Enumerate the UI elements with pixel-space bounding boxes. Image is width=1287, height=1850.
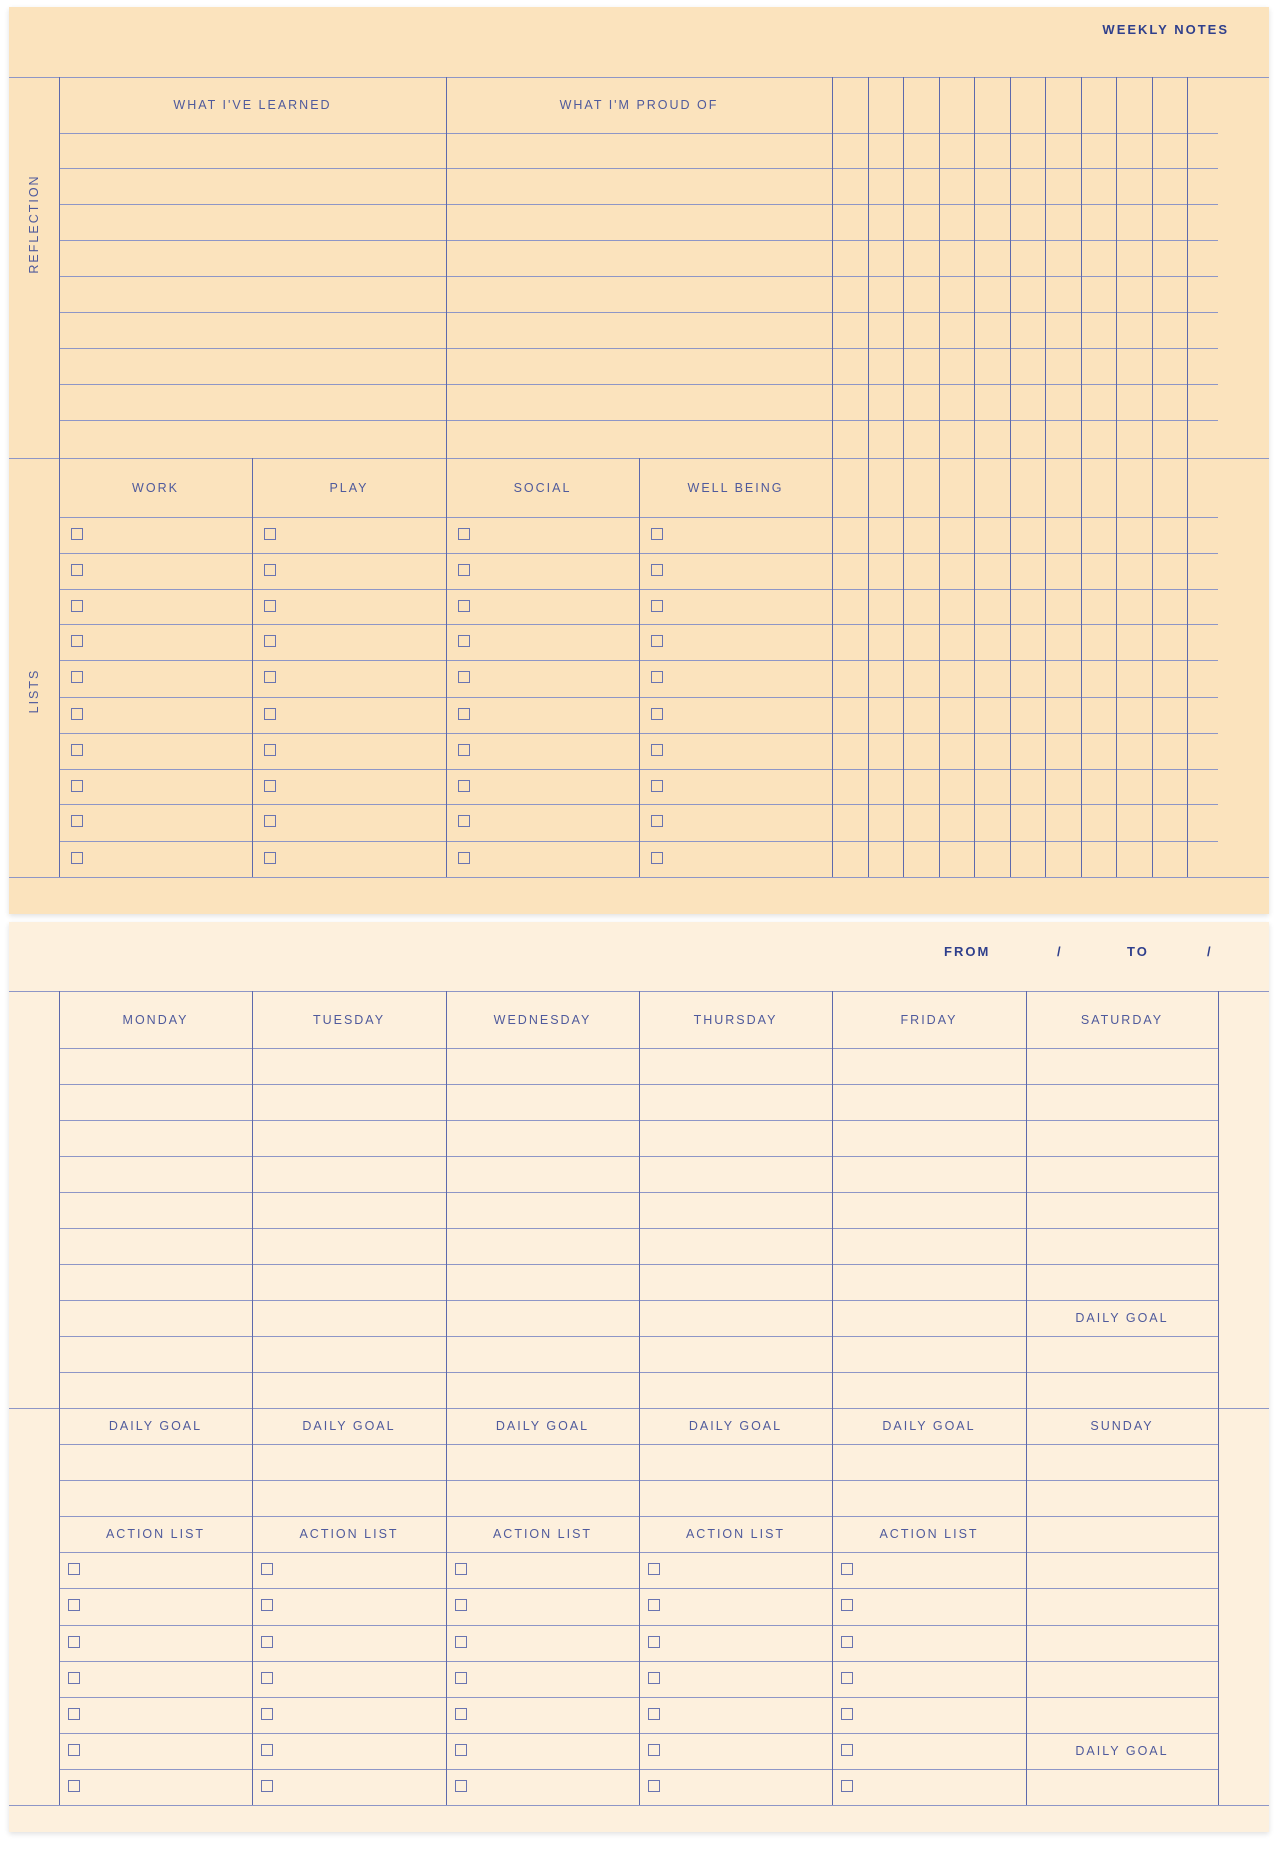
action-checkbox[interactable] — [648, 1672, 660, 1684]
list-checkbox[interactable] — [264, 600, 276, 612]
column-line — [1045, 77, 1046, 877]
column-line — [1218, 991, 1219, 1805]
list-checkbox[interactable] — [264, 635, 276, 647]
date-separator: / — [1207, 944, 1213, 959]
action-checkbox[interactable] — [261, 1744, 273, 1756]
to-label: TO — [1127, 944, 1149, 959]
saturday-daily-goal: DAILY GOAL — [1075, 1311, 1169, 1325]
action-list-label: ACTION LIST — [492, 1527, 593, 1541]
reflection-side-label: REFLECTION — [27, 174, 41, 274]
list-checkbox[interactable] — [264, 780, 276, 792]
sheet-title: WEEKLY NOTES — [1102, 22, 1229, 37]
action-checkbox[interactable] — [455, 1599, 467, 1611]
list-checkbox[interactable] — [458, 671, 470, 683]
list-checkbox[interactable] — [71, 600, 83, 612]
column-line — [974, 77, 975, 877]
action-checkbox[interactable] — [68, 1599, 80, 1611]
column-line — [252, 458, 253, 877]
sunday-daily-goal: DAILY GOAL — [1075, 1744, 1169, 1758]
action-checkbox[interactable] — [68, 1780, 80, 1792]
action-checkbox[interactable] — [648, 1708, 660, 1720]
list-checkbox[interactable] — [264, 564, 276, 576]
rule-line — [9, 1805, 1269, 1806]
daily-goal-label: DAILY GOAL — [495, 1419, 590, 1433]
column-line — [939, 77, 940, 877]
list-checkbox[interactable] — [458, 815, 470, 827]
list-checkbox[interactable] — [71, 708, 83, 720]
day-header-3: WEDNESDAY — [493, 1012, 592, 1027]
day-header-2: TUESDAY — [312, 1012, 386, 1027]
list-checkbox[interactable] — [458, 528, 470, 540]
list-checkbox[interactable] — [264, 671, 276, 683]
list-checkbox[interactable] — [458, 780, 470, 792]
action-checkbox[interactable] — [841, 1672, 853, 1684]
day-header-1: MONDAY — [122, 1012, 189, 1027]
column-line — [1152, 77, 1153, 877]
list-checkbox[interactable] — [264, 815, 276, 827]
column-line — [832, 991, 833, 1805]
action-checkbox[interactable] — [841, 1636, 853, 1648]
list-checkbox[interactable] — [264, 528, 276, 540]
day-header-6: SATURDAY — [1080, 1012, 1164, 1027]
column-line — [1026, 991, 1027, 1805]
sunday-header: SUNDAY — [1090, 1419, 1154, 1433]
action-checkbox[interactable] — [648, 1780, 660, 1792]
column-line — [446, 991, 447, 1805]
column-line — [639, 458, 640, 877]
action-checkbox[interactable] — [648, 1636, 660, 1648]
action-checkbox[interactable] — [455, 1780, 467, 1792]
daily-goal-label: DAILY GOAL — [882, 1419, 976, 1433]
daily-goal-label: DAILY GOAL — [688, 1419, 783, 1433]
list-header-1: WORK — [132, 480, 179, 495]
daily-goal-label: DAILY GOAL — [108, 1419, 203, 1433]
learned-header: WHAT I'VE LEARNED — [173, 98, 332, 112]
action-checkbox[interactable] — [68, 1744, 80, 1756]
column-line — [903, 77, 904, 877]
action-checkbox[interactable] — [648, 1563, 660, 1575]
from-label: FROM — [944, 944, 991, 959]
action-checkbox[interactable] — [841, 1780, 853, 1792]
list-checkbox[interactable] — [458, 635, 470, 647]
action-checkbox[interactable] — [68, 1563, 80, 1575]
action-list-label: ACTION LIST — [879, 1527, 979, 1541]
daily-goal-label: DAILY GOAL — [302, 1419, 396, 1433]
action-checkbox[interactable] — [261, 1672, 273, 1684]
column-line — [252, 991, 253, 1805]
action-checkbox[interactable] — [261, 1563, 273, 1575]
list-header-3: SOCIAL — [513, 480, 572, 495]
weekly-notes-sheet — [9, 7, 1269, 914]
list-checkbox[interactable] — [264, 744, 276, 756]
column-line — [639, 991, 640, 1805]
action-checkbox[interactable] — [261, 1636, 273, 1648]
list-checkbox[interactable] — [71, 744, 83, 756]
action-checkbox[interactable] — [68, 1708, 80, 1720]
action-checkbox[interactable] — [261, 1780, 273, 1792]
list-checkbox[interactable] — [651, 600, 663, 612]
list-checkbox[interactable] — [458, 708, 470, 720]
day-header-5: FRIDAY — [900, 1012, 958, 1027]
list-checkbox[interactable] — [651, 852, 663, 864]
action-list-label: ACTION LIST — [299, 1527, 399, 1541]
weekly-planner-sheet — [9, 922, 1269, 1832]
action-checkbox[interactable] — [455, 1563, 467, 1575]
column-line — [832, 77, 833, 877]
date-separator: / — [1057, 944, 1063, 959]
list-checkbox[interactable] — [71, 780, 83, 792]
action-list-label: ACTION LIST — [685, 1527, 786, 1541]
column-line — [868, 77, 869, 877]
action-checkbox[interactable] — [841, 1708, 853, 1720]
rule-line — [9, 877, 1269, 878]
action-list-label: ACTION LIST — [105, 1527, 206, 1541]
list-header-2: PLAY — [329, 480, 369, 495]
column-line — [1116, 77, 1117, 877]
action-checkbox[interactable] — [648, 1599, 660, 1611]
list-checkbox[interactable] — [71, 815, 83, 827]
list-checkbox[interactable] — [458, 600, 470, 612]
list-checkbox[interactable] — [458, 564, 470, 576]
action-checkbox[interactable] — [261, 1599, 273, 1611]
list-checkbox[interactable] — [71, 635, 83, 647]
action-checkbox[interactable] — [68, 1672, 80, 1684]
list-checkbox[interactable] — [651, 671, 663, 683]
list-checkbox[interactable] — [71, 564, 83, 576]
list-checkbox[interactable] — [651, 815, 663, 827]
list-header-4: WELL BEING — [687, 480, 784, 495]
list-checkbox[interactable] — [651, 744, 663, 756]
list-checkbox[interactable] — [651, 564, 663, 576]
list-checkbox[interactable] — [458, 744, 470, 756]
column-line — [59, 991, 60, 1805]
proud-header: WHAT I'M PROUD OF — [559, 98, 719, 112]
action-checkbox[interactable] — [455, 1708, 467, 1720]
weekly-notes-grid — [9, 7, 1269, 914]
list-checkbox[interactable] — [71, 671, 83, 683]
action-checkbox[interactable] — [455, 1636, 467, 1648]
column-line — [1187, 77, 1188, 877]
weekly-planner-grid — [9, 922, 1269, 1832]
action-checkbox[interactable] — [455, 1744, 467, 1756]
action-checkbox[interactable] — [841, 1599, 853, 1611]
lists-side-label: LISTS — [27, 668, 41, 714]
action-checkbox[interactable] — [68, 1636, 80, 1648]
list-checkbox[interactable] — [651, 708, 663, 720]
action-checkbox[interactable] — [455, 1672, 467, 1684]
list-checkbox[interactable] — [651, 635, 663, 647]
action-checkbox[interactable] — [648, 1744, 660, 1756]
column-line — [1010, 77, 1011, 877]
day-header-4: THURSDAY — [693, 1012, 778, 1027]
list-checkbox[interactable] — [71, 852, 83, 864]
list-checkbox[interactable] — [264, 852, 276, 864]
list-checkbox[interactable] — [458, 852, 470, 864]
column-line — [1081, 77, 1082, 877]
list-checkbox[interactable] — [71, 528, 83, 540]
list-checkbox[interactable] — [651, 780, 663, 792]
action-checkbox[interactable] — [841, 1563, 853, 1575]
action-checkbox[interactable] — [841, 1744, 853, 1756]
action-checkbox[interactable] — [261, 1708, 273, 1720]
list-checkbox[interactable] — [651, 528, 663, 540]
list-checkbox[interactable] — [264, 708, 276, 720]
